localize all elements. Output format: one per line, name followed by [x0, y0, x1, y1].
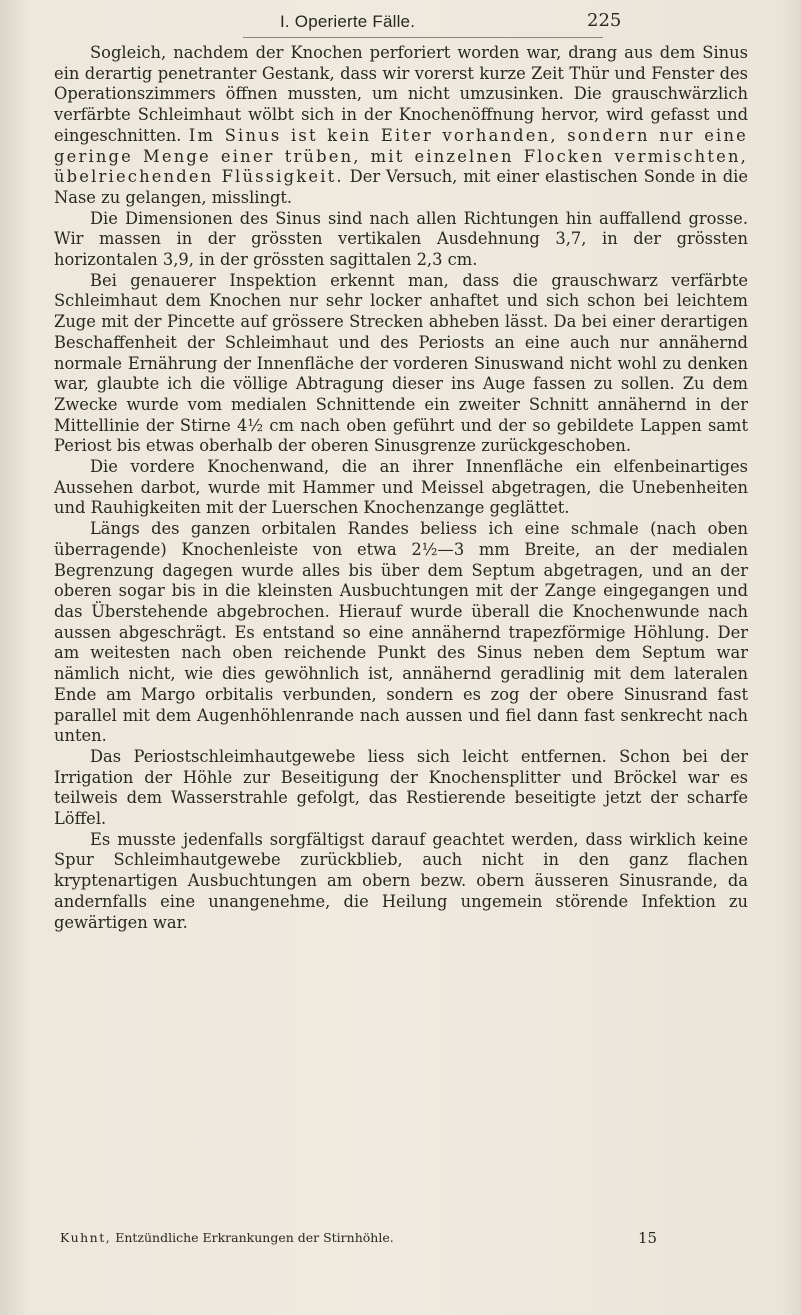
paragraph-text: Die Dimensionen des Sinus sind nach allen Richtungen hin auffallend grosse. Wir massen in der grössten vertikalen Ausdehnung 3,7, in der grössten horizontalen 3,9, in der grössten sagittalen 2,3 cm.: [54, 208, 748, 270]
footer-author: Kuhnt,: [60, 1230, 112, 1245]
paragraph: [54, 747, 748, 830]
signature-mark: 15: [638, 1229, 658, 1247]
paragraph: [54, 271, 748, 457]
paragraph: [54, 209, 748, 271]
paragraph-text: Bei genauerer Inspektion erkennt man, dass die grauschwarz verfärbte Schleimhaut dem Knochen nur sehr locker anhaftet und sich schon bei leichtem Zuge mit der Pincette auf grössere Strecken abheben lässt. Da bei einer derartigen Beschaffenheit der Schleimhaut und des Periosts an eine auch nur annähernd normale Ernährung der Innenfläche der vorderen Sinuswand nicht wohl zu denken war, glaubte ich die völlige Abtragung dieser ins Auge fassen zu sollen. Zu dem Zwecke wurde vom medialen Schnittende ein zweiter Schnitt annähernd in der Mittellinie der Stirne 4½ cm nach oben geführt und der so gebildete Lappen samt Periost bis etwas oberhalb der oberen Sinusgrenze zurückgeschoben.: [54, 270, 748, 456]
paragraph: [54, 519, 748, 747]
paragraph: [54, 43, 748, 209]
spaced-emphasis: Im Sinus ist kein Eiter vorhanden, sondern nur eine geringe Menge einer trüben, mit einzelnen Flocken vermischten, übelriechenden Flüssigkeit.: [54, 125, 748, 187]
paragraph-text: Die vordere Knochenwand, die an ihrer Innenfläche ein elfenbeinartiges Aussehen darbot, wurde mit Hammer und Meissel abgetragen, die Unebenheiten und Rauhigkeiten mit der Luerschen Knochenzange geglättet.: [54, 457, 748, 518]
paragraph: [54, 457, 748, 519]
page-footer: [60, 1230, 680, 1245]
page-number: 225: [587, 10, 622, 31]
paragraph-text: Sogleich, nachdem der Knochen perforiert worden war, drang aus dem Sinus ein derartig penetranter Gestank, dass wir vorerst kurze Zeit Thür und Fenster des Operationszimmers öffnen mussten, um nicht umzusinken. Die grauschwärzlich verfärbte Schleimhaut wölbt sich in der Knochenöffnung hervor, wird gefasst und eingeschnitten.: [54, 43, 748, 145]
paragraph-text: Der Versuch, mit einer elastischen Sonde in die Nase zu gelangen, misslingt.: [54, 167, 748, 207]
body-text: [54, 43, 748, 933]
running-head: I. Operierte Fälle.: [280, 12, 416, 31]
paragraph: [54, 830, 748, 934]
header-rule: [243, 37, 603, 38]
paragraph-text: Es musste jedenfalls sorgfältigst darauf geachtet werden, dass wirklich keine Spur Schleimhautgewebe zurückblieb, auch nicht in den ganz flachen kryptenartigen Ausbuchtungen am obern bezw. obern äusseren Sinusrande, da andernfalls eine unangenehme, die Heilung ungemein störende Infektion zu gewärtigen war.: [54, 829, 748, 932]
footer-title: Entzündliche Erkrankungen der Stirnhöhle.: [111, 1230, 394, 1245]
paragraph-text: Das Periostschleimhautgewebe liess sich leicht entfernen. Schon bei der Irrigation der Höhle zur Beseitigung der Knochensplitter und Bröckel war es teilweis dem Wasserstrahle gefolgt, das Restierende beseitigte jetzt der scharfe Löffel.: [54, 746, 748, 829]
paragraph-text: Längs des ganzen orbitalen Randes beliess ich eine schmale (nach oben überragende) Knochenleiste von etwa 2½—3 mm Breite, an der medialen Begrenzung dagegen wurde alles bis über dem Septum abgetragen, und an der oberen sogar bis in die kleinsten Ausbuchtungen mit der Zange eingegangen und das Überstehende abgebrochen. Hierauf wurde überall die Knochenwunde nach aussen abgeschrägt. Es entstand so eine annähernd trapezförmige Höhlung. Der am weitesten nach oben reichende Punkt des Sinus neben dem Septum war nämlich nicht, wie dies gewöhnlich ist, annähernd geradlinig mit dem lateralen Ende am Margo orbitalis verbunden, sondern es zog der obere Sinusrand fast parallel mit dem Augenhöhlenrande nach aussen und fiel dann fast senkrecht nach unten.: [54, 519, 748, 746]
